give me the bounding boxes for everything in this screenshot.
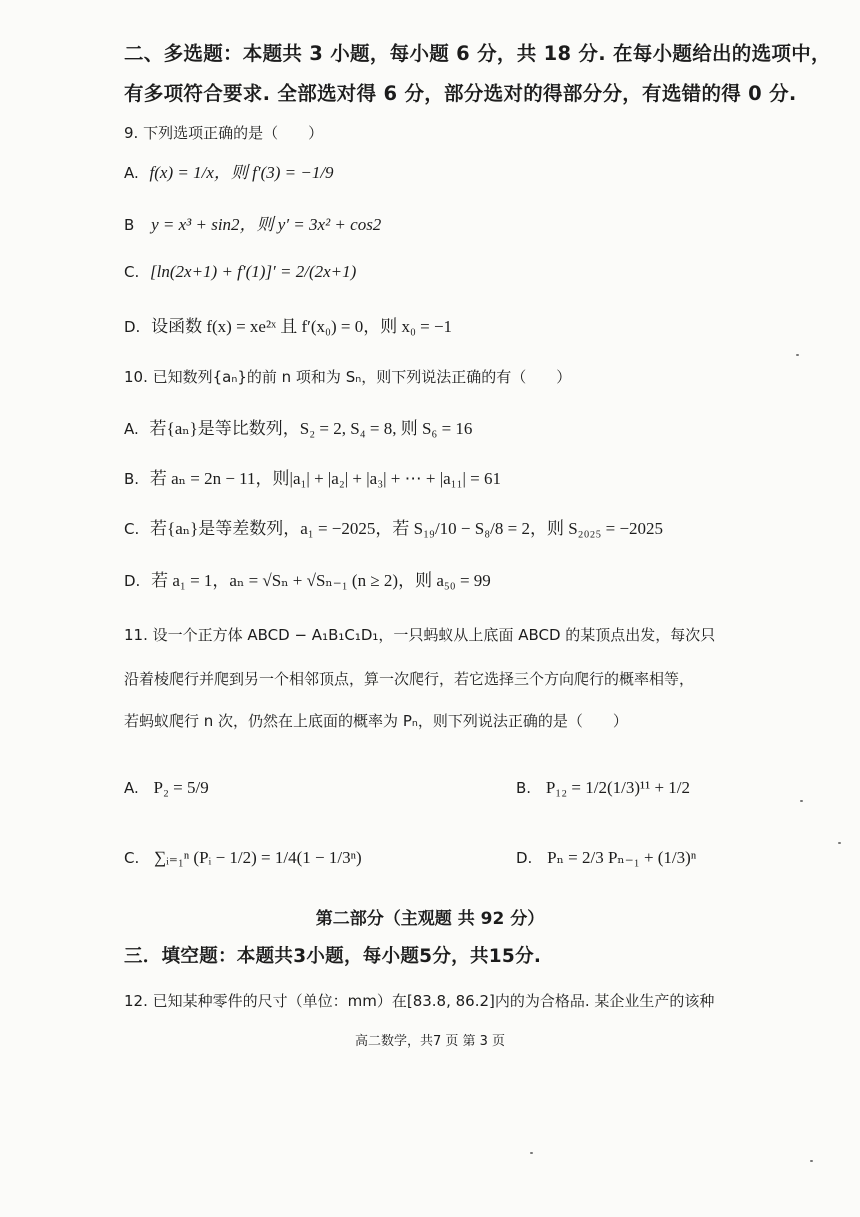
q9-b-label: B bbox=[124, 216, 135, 234]
scan-speck bbox=[810, 1160, 813, 1162]
q11-c-text: ∑ᵢ₌₁ⁿ (Pᵢ − 1/2) = 1/4(1 − 1/3ⁿ) bbox=[154, 848, 362, 867]
scan-speck bbox=[838, 842, 841, 844]
q11-a-text: P₂ = 5/9 bbox=[153, 778, 209, 797]
q11-line2: 沿着棱爬行并爬到另一个相邻顶点，算一次爬行，若它选择三个方向爬行的概率相等， bbox=[124, 670, 695, 688]
q11-line3: 若蚂蚁爬行 n 次，仍然在上底面的概率为 Pₙ，则下列说法正确的是（ ） bbox=[124, 712, 628, 730]
scan-speck bbox=[800, 800, 803, 802]
q9-d-label: D. bbox=[124, 318, 141, 336]
q11-d-text: Pₙ = 2/3 Pₙ₋₁ + (1/3)ⁿ bbox=[547, 848, 697, 867]
q11-option-d bbox=[516, 848, 696, 868]
q9-a-text: f(x) = 1/x，则 f′(3) = −1/9 bbox=[149, 163, 334, 182]
q9-b-text: y = x³ + sin2，则 y′ = 3x² + cos2 bbox=[151, 215, 382, 234]
q10-a-text: 若{aₙ}是等比数列，S₂ = 2, S₄ = 8, 则 S₆ = 16 bbox=[149, 419, 473, 438]
section3-header: 三．填空题：本题共3小题，每小题5分，共15分. bbox=[124, 946, 542, 967]
q11-b-label: B. bbox=[516, 779, 532, 797]
q11-option-b bbox=[516, 778, 690, 798]
q11-line1: 11. 设一个正方体 ABCD − A₁B₁C₁D₁，一只蚂蚁从上底面 ABCD 的某顶点出发，每次只 bbox=[124, 626, 716, 644]
q11-d-label: D. bbox=[516, 849, 533, 867]
q9-option-a bbox=[124, 158, 334, 183]
scan-speck bbox=[796, 354, 799, 356]
q12-stem: 12. 已知某种零件的尺寸（单位：mm）在[83.8, 86.2]内的为合格品. 某企业生产的该种 bbox=[124, 992, 715, 1010]
q9-stem: 9. 下列选项正确的是（ ） bbox=[124, 124, 324, 142]
section2-line2: 有多项符合要求. 全部选对得 6 分，部分选对的得部分分，有选错的得 0 分. bbox=[124, 82, 797, 105]
q11-option-c bbox=[124, 848, 362, 868]
q11-a-label: A. bbox=[124, 779, 139, 797]
q10-c-label: C. bbox=[124, 520, 140, 538]
q11-c-label: C. bbox=[124, 849, 140, 867]
q10-c-text: 若{aₙ}是等差数列，a₁ = −2025，若 S₁₉/10 − S₈/8 = 2，则 S₂₀₂₅ = −2025 bbox=[150, 519, 664, 538]
q11-option-a bbox=[124, 778, 209, 798]
q9-a-label: A. bbox=[124, 164, 139, 182]
q9-option-b bbox=[124, 210, 381, 235]
page-footer: 高二数学，共7 页 第 3 页 bbox=[354, 1034, 506, 1049]
part2-title: 第二部分（主观题 共 92 分） bbox=[315, 909, 545, 929]
q9-option-c bbox=[124, 262, 356, 282]
q10-option-d bbox=[124, 566, 491, 591]
q10-b-text: 若 aₙ = 2n − 11，则|a₁| + |a₂| + |a₃| + ⋯ + |a₁₁| = 61 bbox=[149, 469, 502, 488]
q10-b-label: B. bbox=[124, 470, 140, 488]
q10-option-b bbox=[124, 464, 501, 489]
q10-option-a bbox=[124, 414, 472, 439]
q10-stem: 10. 已知数列{aₙ}的前 n 项和为 Sₙ，则下列说法正确的有（ ） bbox=[124, 368, 572, 386]
q10-d-label: D. bbox=[124, 572, 141, 590]
scan-speck bbox=[530, 1152, 533, 1154]
q9-c-label: C. bbox=[124, 263, 140, 281]
q9-c-text: [ln(2x+1) + f′(1)]′ = 2/(2x+1) bbox=[150, 262, 357, 281]
q10-d-text: 若 a₁ = 1，aₙ = √Sₙ + √Sₙ₋₁ (n ≥ 2)，则 a₅₀ = 99 bbox=[151, 571, 491, 590]
section2-line1: 二、多选题：本题共 3 小题，每小题 6 分，共 18 分. 在每小题给出的选项中， bbox=[124, 42, 831, 65]
q10-option-c bbox=[124, 514, 663, 539]
q9-d-text: 设函数 f(x) = xe²ˣ 且 f′(x₀) = 0，则 x₀ = −1 bbox=[151, 317, 453, 336]
q10-a-label: A. bbox=[124, 420, 139, 438]
q9-option-d bbox=[124, 312, 452, 337]
q11-b-text: P₁₂ = 1/2(1/3)¹¹ + 1/2 bbox=[545, 778, 691, 797]
